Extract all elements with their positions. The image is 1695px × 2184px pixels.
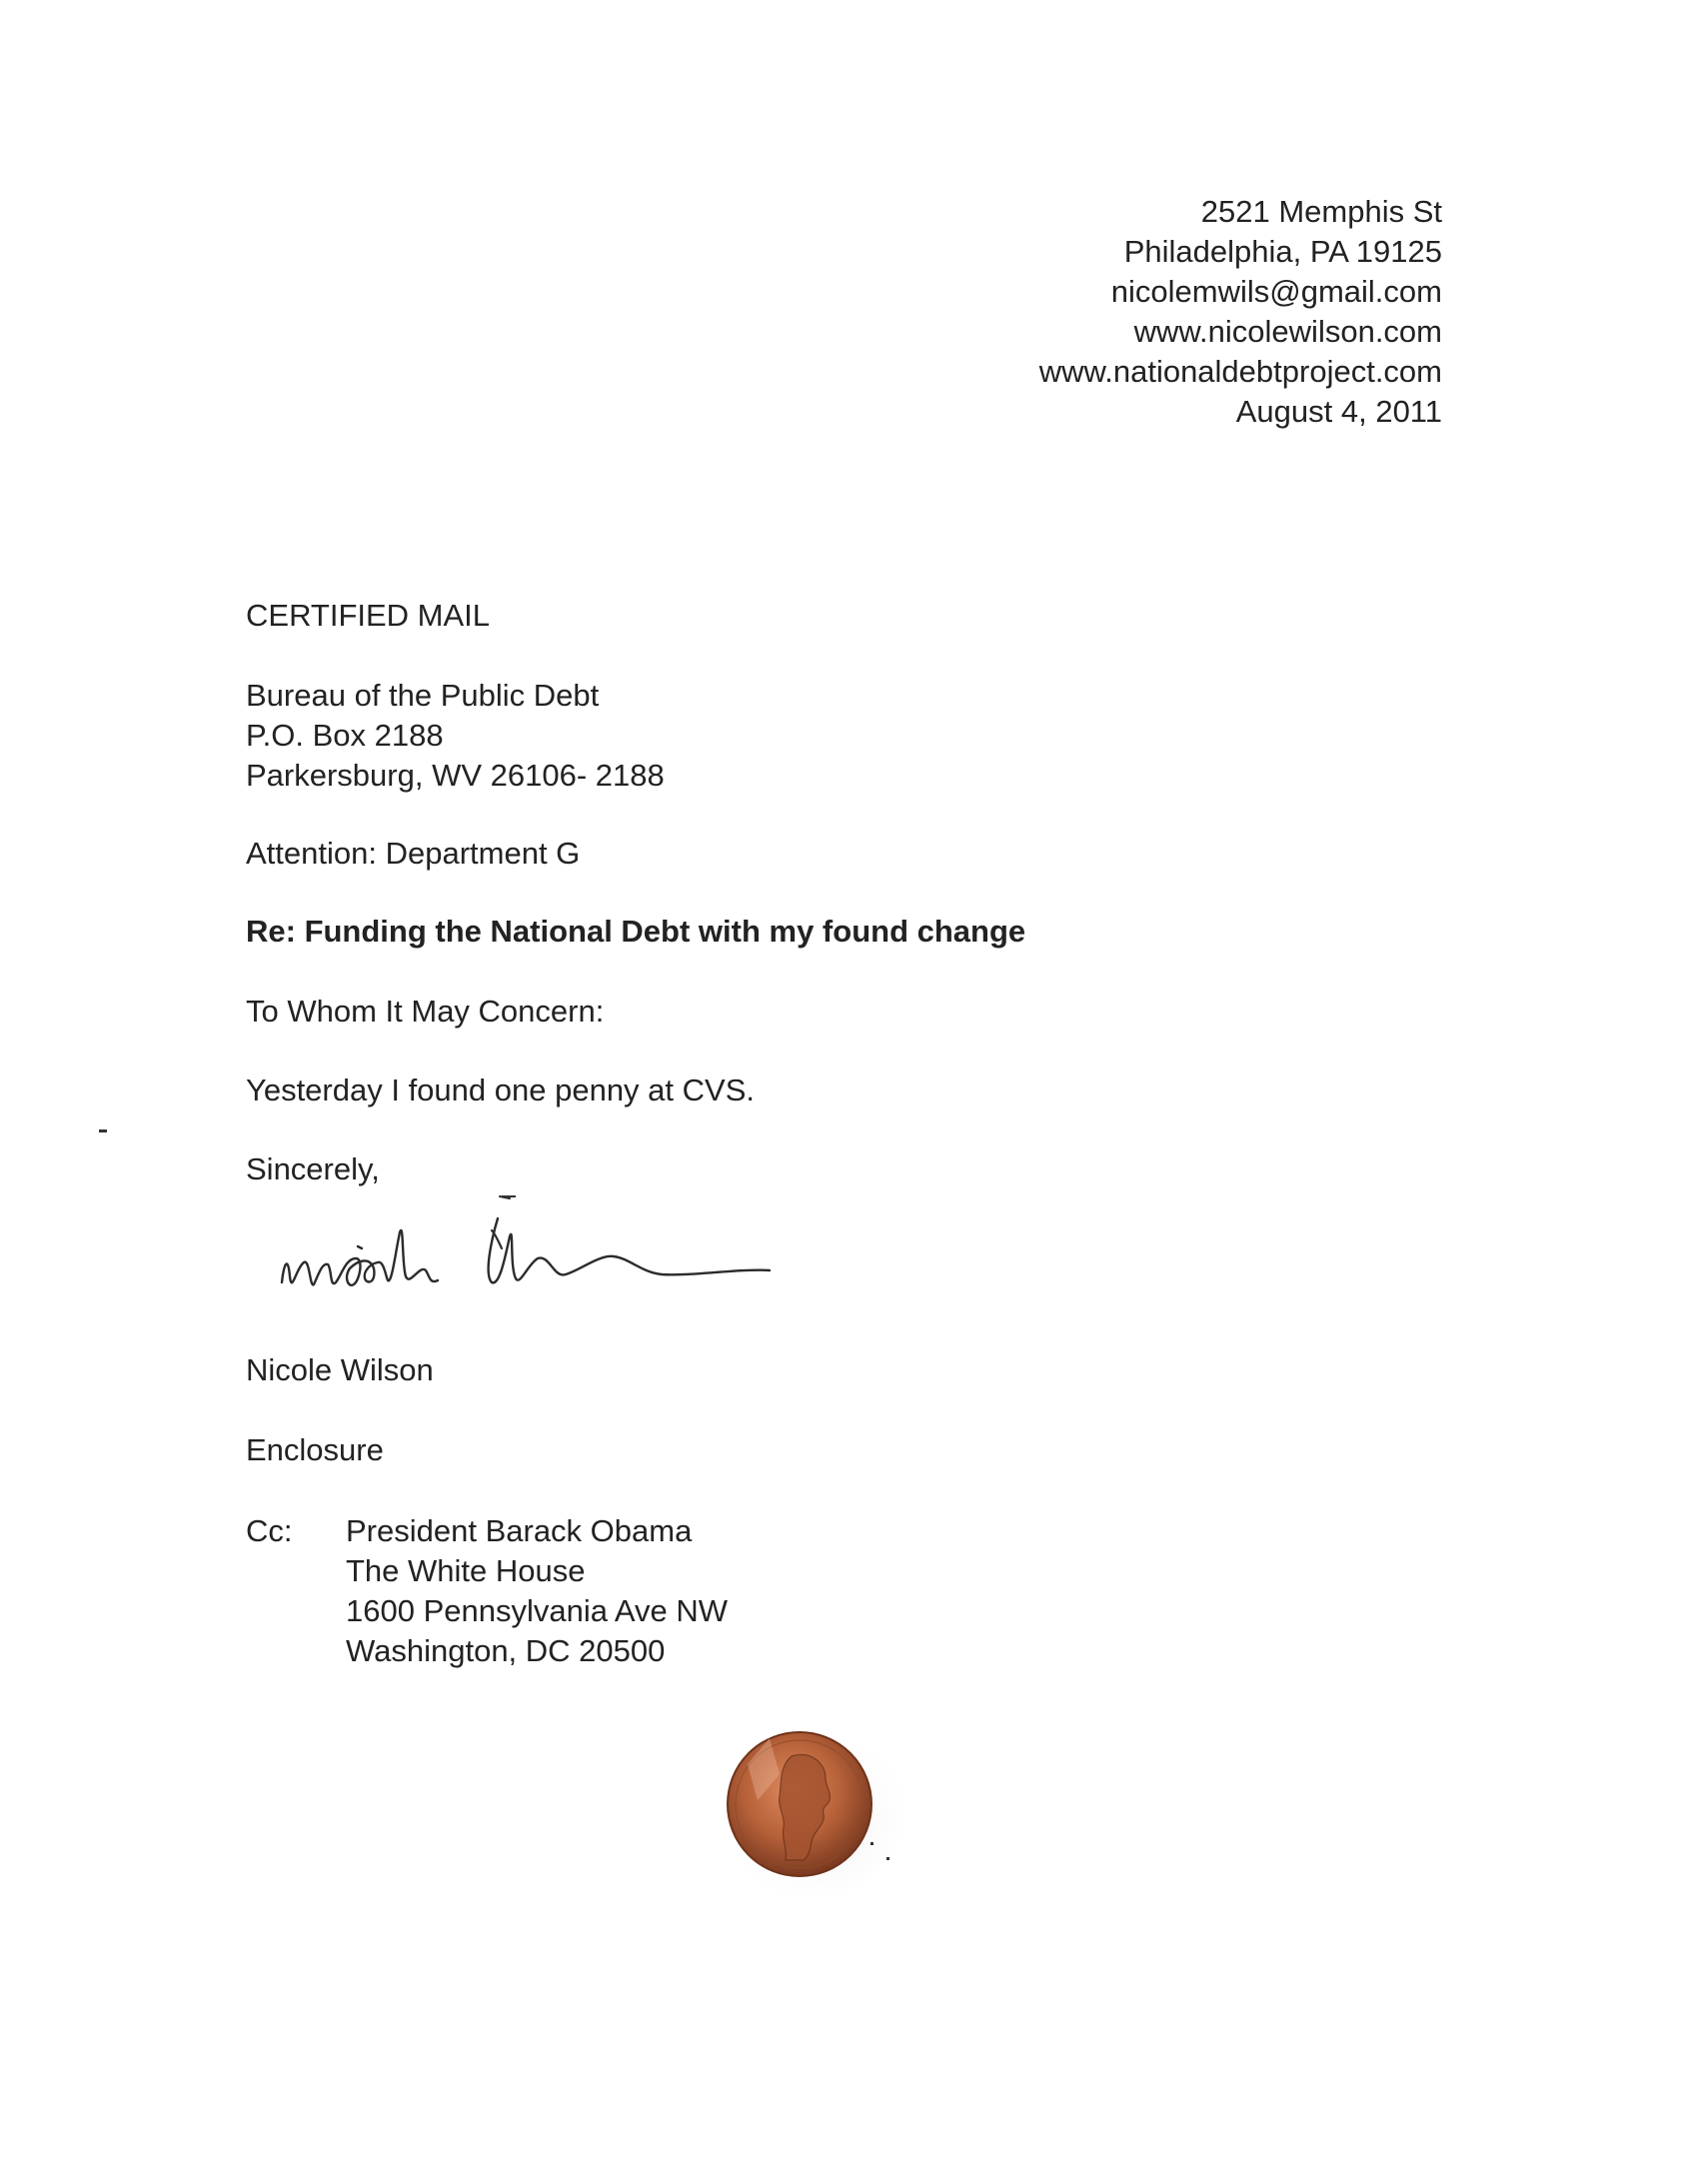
cc-line: 1600 Pennsylvania Ave NW xyxy=(346,1593,728,1628)
enclosure-note: Enclosure xyxy=(246,1432,384,1467)
cc-label: Cc: xyxy=(246,1513,293,1548)
handwritten-signature xyxy=(270,1184,790,1314)
sender-address-block xyxy=(1039,192,1442,432)
sender-email: nicolemwils@gmail.com xyxy=(1110,274,1442,309)
cc-line: President Barack Obama xyxy=(346,1513,693,1548)
scan-speck xyxy=(502,1195,516,1197)
signer-name: Nicole Wilson xyxy=(246,1352,434,1387)
closing: Sincerely, xyxy=(246,1151,380,1186)
recipient-po-box: P.O. Box 2188 xyxy=(246,718,444,753)
letter-body: Yesterday I found one penny at CVS. xyxy=(246,1073,755,1107)
sender-city-line: Philadelphia, PA 19125 xyxy=(1123,234,1442,269)
attention-line: Attention: Department G xyxy=(246,836,581,871)
delivery-method: CERTIFIED MAIL xyxy=(246,598,491,633)
sender-street: 2521 Memphis St xyxy=(1200,194,1442,229)
recipient-address-block xyxy=(246,676,665,796)
letter-date: August 4, 2011 xyxy=(1235,394,1442,429)
scan-speck xyxy=(886,1857,889,1860)
subject-line: Re: Funding the National Debt with my found change xyxy=(246,914,1026,949)
cc-address xyxy=(346,1511,728,1671)
cc-line: Washington, DC 20500 xyxy=(346,1633,666,1668)
sender-website-personal: www.nicolewilson.com xyxy=(1133,314,1442,349)
penny-image xyxy=(700,1704,899,1904)
scan-speck xyxy=(99,1129,107,1132)
salutation: To Whom It May Concern: xyxy=(246,994,605,1029)
recipient-name: Bureau of the Public Debt xyxy=(246,678,600,713)
recipient-city-line: Parkersburg, WV 26106- 2188 xyxy=(246,758,665,793)
scan-speck xyxy=(870,1842,873,1845)
sender-website-project: www.nationaldebtproject.com xyxy=(1038,354,1442,389)
cc-line: The White House xyxy=(346,1553,586,1588)
